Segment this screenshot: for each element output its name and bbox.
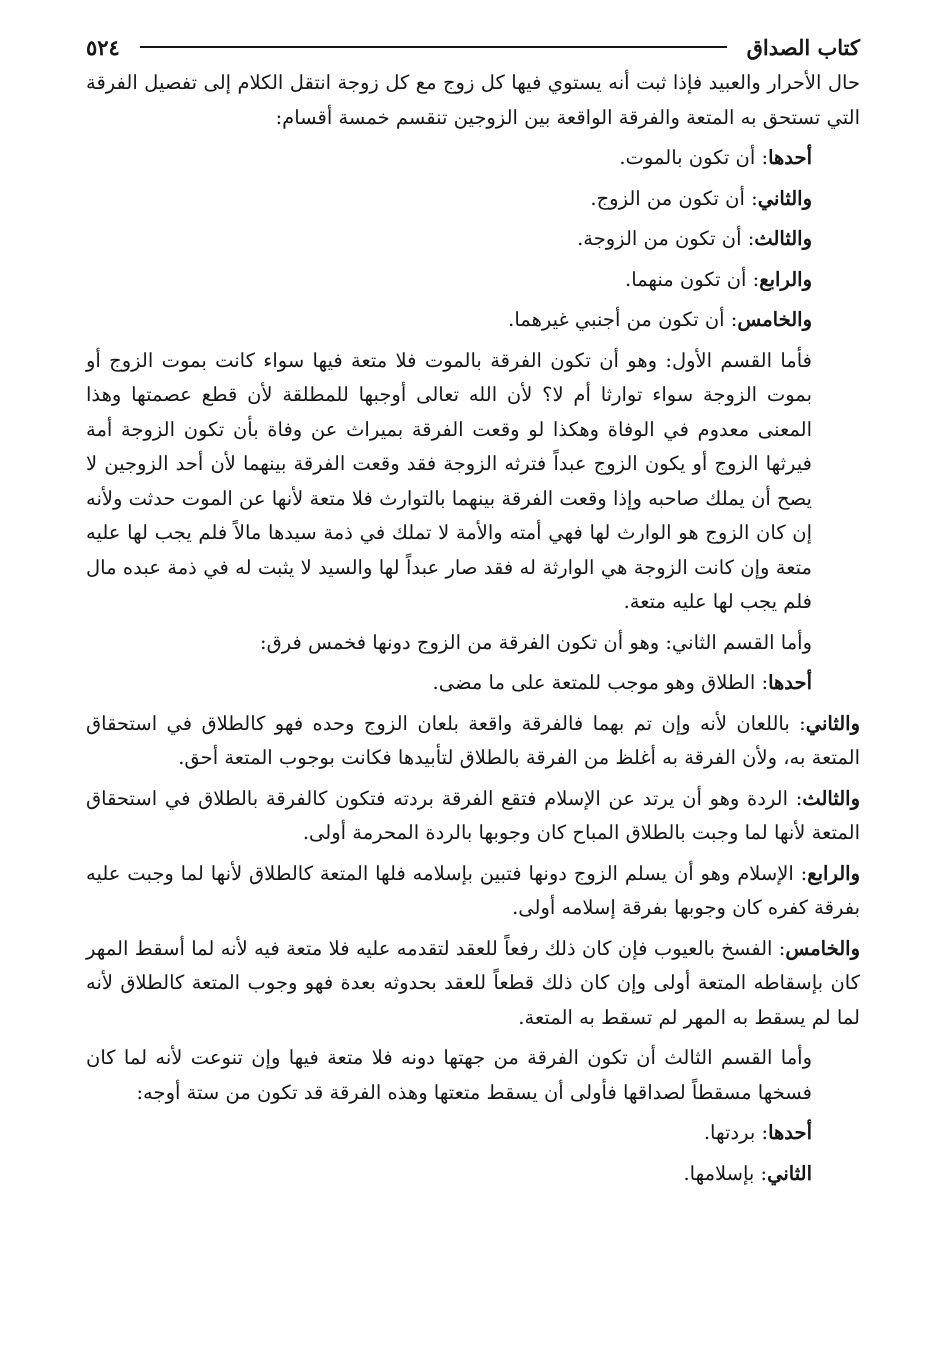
list-item: والخامس: أن تكون من أجنبي غيرهما. [508, 308, 812, 331]
list-item: والخامس: الفسخ بالعيوب فإن كان ذلك رفعاً للعقد لتقدمه عليه فلا متعة فيه لأنه لما أسقط المهر كان بإسقاطه المتعة أولى وإن كان ذلك قطعاً للعقد بحدوثه بعدة فهو وجوب المتعة كالطلاق لأنه لما لم يسقط به المهر لم تسقط به المتعة. [86, 936, 860, 1029]
header-rule [140, 46, 727, 48]
list-item: والرابع: الإسلام وهو أن يسلم الزوج دونها فتبين بإسلامه فلها المتعة كالطلاق لأنها لما وجبت عليه بفرقة كفره كان وجوبها بفرقة إسلامه أولى. [86, 861, 860, 919]
paragraph: حال الأحرار والعبيد فإذا ثبت أنه يستوي فيها كل زوج مع كل زوجة انتقل الكلام إلى تفصيل الفرقة التي تستحق به المتعة والفرقة الواقعة بين الزوجين تنقسم خمسة أقسام: [86, 71, 860, 129]
chapter-title: كتاب الصداق [746, 34, 860, 60]
list-item: والثاني: أن تكون من الزوج. [590, 186, 812, 210]
list-item: أحدها: الطلاق وهو موجب للمتعة على ما مضى. [432, 671, 812, 694]
list-item: والثالث: الردة وهو أن يرتد عن الإسلام فتقع الفرقة بردته فتكون كالفرقة بالطلاق في استحقاق المتعة لأنها لما وجبت بالطلاق المباح كان وجوبها بالردة المحرمة أولى. [86, 786, 860, 844]
page-body [86, 66, 860, 1191]
list-item: والرابع: أن تكون منهما. [625, 267, 812, 291]
paragraph: فأما القسم الأول: وهو أن تكون الفرقة بالموت فلا متعة فيها سواء كانت بموت الزوج أو بموت الزوجة سواء توارثا أم لا؟ لأن الله تعالى أوجبها للمطلقة لأن قطع عصمتها وهذا المعنى معدوم في الوفاة وهكذا لو وقعت الفرقة بميراث عن وفاة بأن تكون الزوجة أمة فيرثها الزوج أو يكون الزوج عبداً فترثه الزوجة فقد وقعت الفرقة بينهما لأن أحد الزوجين لا يصح أن يملك صاحبه وإذا وقعت الفرقة بينهما بالتوارث فلا متعة لأنها عن الموت حدثت ولأنه إن كان الزوج هو الوارث لها فهي أمته والأمة لا تملك في ذمة سيدها مالاً فلم يجب لها عليه متعة وإن كانت الزوجة هي الوارثة له فقد صار عبداً لها والسيد لا يثبت له في ذمة عبده مال فلم يجب لها عليه متعة. [86, 348, 812, 613]
list-item: أحدها: أن تكون بالموت. [619, 146, 812, 169]
list-item: أحدها: بردتها. [703, 1121, 812, 1144]
paragraph: وأما القسم الثالث أن تكون الفرقة من جهتها دونه فلا متعة فيها وإن تنوعت لأنه لما كان فسخها مسقطاً لصداقها فأولى أن يسقط متعتها وهذه الفرقة قد تكون من ستة أوجه: [86, 1046, 812, 1104]
list-item: والثاني: باللعان لأنه وإن تم بهما فالفرقة واقعة بلعان الزوج وحده فهو كالطلاق في استحقاق المتعة به، ولأن الفرقة به أغلظ من الفرقة بالطلاق لتأبيدها فكانت بوجوب المتعة أحق. [86, 711, 860, 769]
paragraph: وأما القسم الثاني: وهو أن تكون الفرقة من الزوج دونها فخمس فرق: [260, 630, 812, 654]
list-item: والثالث: أن تكون من الزوجة. [577, 227, 812, 250]
page-header [86, 28, 860, 66]
page-number: ٥٢٤ [86, 34, 120, 60]
list-item: الثاني: بإسلامها. [683, 1161, 812, 1185]
